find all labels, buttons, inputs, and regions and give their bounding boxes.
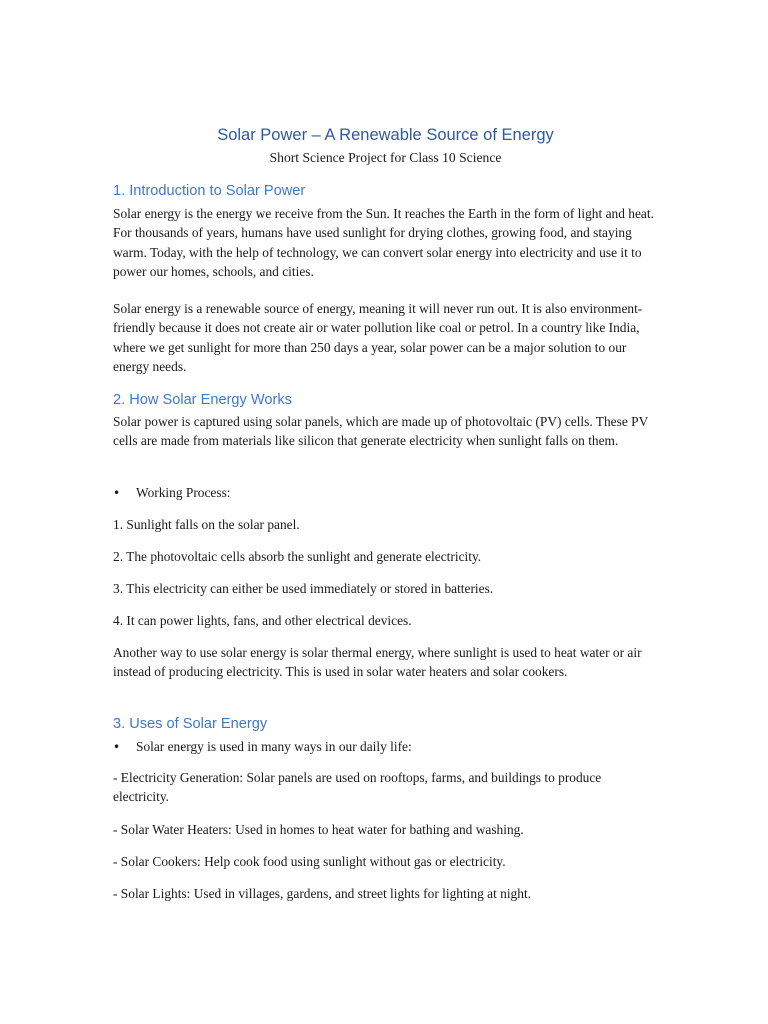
paragraph: Solar energy is a renewable source of energy, meaning it will never run out. It is also environment-friendly because it does not create air or water pollution like coal or petrol. In a country like India, where we get sunlight for more than 250 days a year, solar power can be a major solution to our energy needs.	[113, 301, 643, 374]
paragraph: Another way to use solar energy is solar thermal energy, where sunlight is used to heat water or air instead of producing electricity. This is used in solar water heaters and solar cookers.	[113, 645, 642, 680]
process-step: 2. The photovoltaic cells absorb the sunlight and generate electricity.	[113, 549, 482, 564]
use-item: - Solar Cookers: Help cook food using sunlight without gas or electricity.	[113, 854, 506, 869]
process-step: 3. This electricity can either be used immediately or stored in batteries.	[113, 581, 494, 596]
process-step: 4. It can power lights, fans, and other electrical devices.	[113, 613, 412, 628]
document-subtitle: Short Science Project for Class 10 Science	[269, 150, 502, 165]
bullet-item	[113, 483, 658, 503]
paragraph: Solar energy is the energy we receive from the Sun. It reaches the Earth in the form of light and heat. For thousands of years, humans have used sunlight for drying clothes, growing food, and staying warm. Today, with the help of technology, we can convert solar energy into electricity and use it to power our homes, schools, and cities.	[113, 206, 654, 279]
use-item: - Electricity Generation: Solar panels are used on rooftops, farms, and buildings to produce electricity.	[113, 770, 602, 805]
document-title: Solar Power – A Renewable Source of Energy	[217, 126, 554, 144]
paragraph: Solar power is captured using solar panels, which are made up of photovoltaic (PV) cells. These PV cells are made from materials like silicon that generate electricity when sunlight falls on them.	[113, 414, 649, 449]
process-step: 1. Sunlight falls on the solar panel.	[113, 517, 300, 532]
bullet-icon: •	[113, 486, 121, 500]
bullet-text: Working Process:	[136, 485, 231, 500]
section-heading-how-it-works: 2. How Solar Energy Works	[113, 392, 292, 408]
section-heading-uses: 3. Uses of Solar Energy	[113, 716, 268, 732]
bullet-icon: •	[113, 740, 121, 754]
bullet-item	[113, 737, 658, 757]
bullet-text: Solar energy is used in many ways in our daily life:	[136, 739, 412, 754]
use-item: - Solar Water Heaters: Used in homes to heat water for bathing and washing.	[113, 822, 524, 837]
use-item: - Solar Lights: Used in villages, gardens, and street lights for lighting at night.	[113, 886, 532, 901]
section-heading-introduction: 1. Introduction to Solar Power	[113, 183, 306, 199]
